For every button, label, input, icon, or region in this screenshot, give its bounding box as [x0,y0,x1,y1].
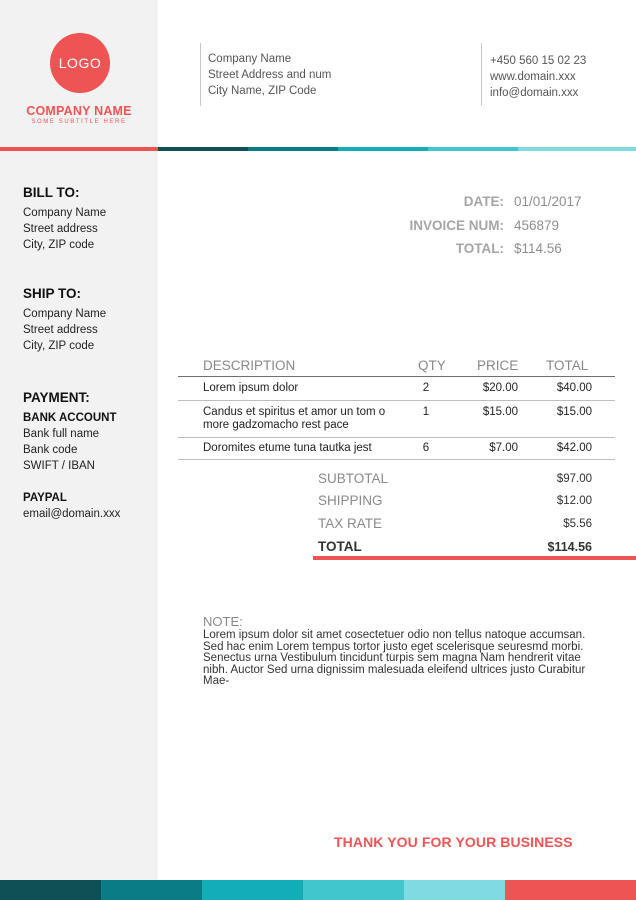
ship-to-line: Company Name [23,308,107,320]
row-total: $15.00 [556,406,592,418]
row-price: $7.00 [489,442,518,454]
meta-total-label: TOTAL: [455,241,504,256]
row-total: $40.00 [556,382,592,394]
bill-to-line: Company Name [23,207,107,219]
subtotal-label: SUBTOTAL [318,471,389,486]
meta-date-row [0,194,636,214]
top-stripe-segment [158,147,248,151]
shipping-value: $12.00 [556,495,592,507]
bank-line: Bank full name [23,428,100,440]
invoice-num-value: 456879 [514,218,560,233]
table-header-rule [178,376,615,377]
col-header-description: DESCRIPTION [203,358,296,373]
col-header-total: TOTAL [546,358,589,373]
ship-to-line: City, ZIP code [23,340,95,352]
company-logo [50,33,110,93]
date-value: 01/01/2017 [514,194,582,209]
tax-rate-label: TAX RATE [318,516,383,531]
website[interactable]: www.domain.xxx [490,71,576,83]
col-header-qty: QTY [418,358,446,373]
bill-to-line: City, ZIP code [23,239,95,251]
top-stripe-segment [248,147,338,151]
tax-rate-value: $5.56 [563,518,592,530]
header-address [208,51,331,99]
meta-total-value: $114.56 [514,241,562,256]
invoice-num-label: INVOICE NUM: [409,218,504,233]
bottom-stripe-segment [404,880,505,900]
row-qty: 1 [422,406,430,418]
bill-to-title: BILL TO: [23,185,80,200]
row-description: Lorem ipsum dolor [203,382,299,394]
col-header-price: PRICE [477,358,519,373]
header-divider [200,43,201,106]
grand-total-label: TOTAL [318,539,362,554]
ship-to-title: SHIP TO: [23,286,82,301]
shipping-label: SHIPPING [318,493,383,508]
phone-number: +450 560 15 02 23 [490,55,587,67]
header-divider [481,43,482,106]
payment-block [23,390,116,474]
meta-total-row [0,241,636,261]
email[interactable]: info@domain.xxx [490,87,579,99]
row-divider [178,459,615,460]
row-description: Candus et spiritus et amor un tom o more gadzomacho rest pace [203,406,386,431]
header-address-line: City Name, ZIP Code [208,85,317,97]
paypal-title: PAYPAL [23,492,67,504]
note-text: Lorem ipsum dolor sit amet cosectetuer odio non tellus natoque accumsan. Sed hac enim Lorem tempus tortor justo eget scelerisque seuresmd morbi. Senectus urna Vestibulum tincidunt turpis sem magna Nam hendrerit vitae nibh. Auctor Sed urna dignissim malesuada eleifend ultrices justo Curabitur Mae- [203,629,586,687]
note-label: NOTE: [203,614,243,629]
subtotal-value: $97.00 [556,473,592,485]
top-stripe-segment [0,147,158,151]
company-subtitle: SOME SUBTITLE HERE [31,119,127,125]
bottom-stripe-segment [101,880,202,900]
thank-you-message: THANK YOU FOR YOUR BUSINESS [334,834,573,850]
meta-invoice-row [0,218,636,238]
row-price: $20.00 [482,382,518,394]
payment-title: PAYMENT: [23,390,90,405]
paypal-email[interactable]: email@domain.xxx [23,508,121,520]
ship-to-line: Street address [23,324,98,336]
row-divider [178,437,615,438]
bank-line: SWIFT / IBAN [23,460,95,472]
logo-text: LOGO [58,55,102,71]
row-qty: 6 [422,442,430,454]
bottom-stripe-segment [0,880,101,900]
row-price: $15.00 [482,406,518,418]
row-description: Doromites etume tuna tautka jest [203,442,372,454]
total-accent-bar [313,556,636,560]
bottom-stripe-segment [505,880,636,900]
top-stripe-segment [518,147,636,151]
bottom-stripe-segment [303,880,404,900]
company-name: COMPANY NAME [26,104,132,118]
header-address-line: Company Name [208,53,292,65]
bank-account-title: BANK ACCOUNT [23,412,117,424]
bill-to-line: Street address [23,223,98,235]
row-divider [178,400,615,401]
row-total: $42.00 [556,442,592,454]
header-address-line: Street Address and num [208,69,332,81]
top-stripe-segment [338,147,428,151]
bank-line: Bank code [23,444,78,456]
date-label: DATE: [463,194,504,209]
bottom-stripe-segment [202,880,303,900]
grand-total-value: $114.56 [547,540,592,554]
ship-to-block [23,286,106,354]
top-stripe-segment [428,147,518,151]
paypal-block [23,490,120,522]
row-qty: 2 [422,382,430,394]
header-contact [490,53,586,101]
